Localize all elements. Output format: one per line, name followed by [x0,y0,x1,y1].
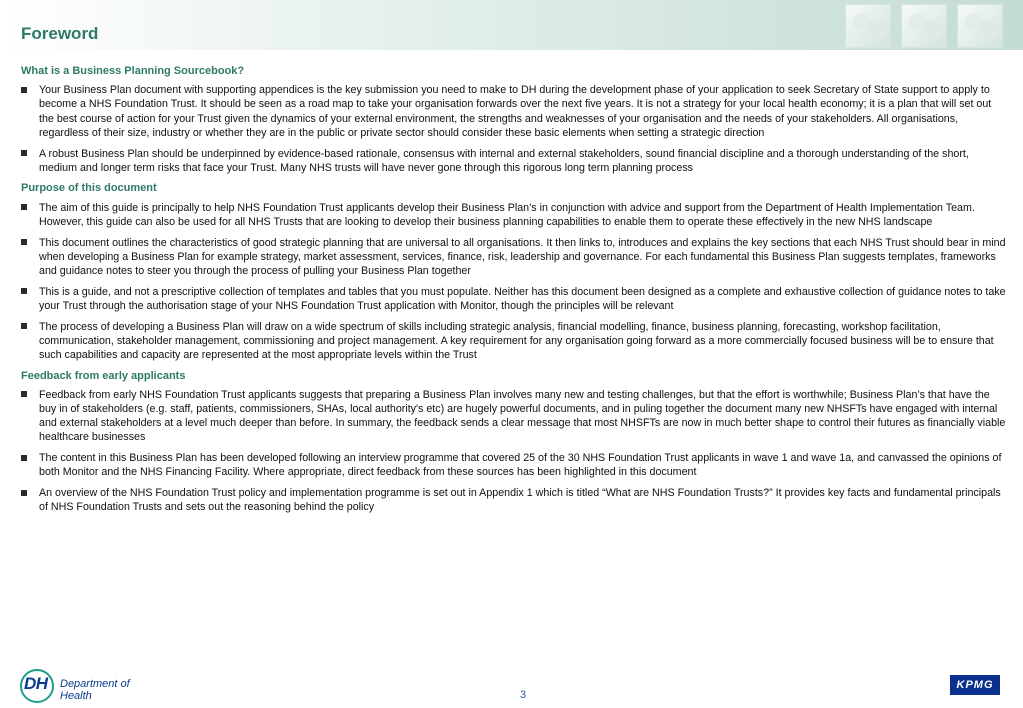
page-title: Foreword [21,24,99,43]
list-item [21,285,1006,313]
square-bullet-icon [21,323,27,329]
section-heading: What is a Business Planning Sourcebook? [21,65,245,77]
list-item [21,83,1006,140]
section-heading: Feedback from early applicants [21,369,186,382]
bullet-text: The aim of this guide is principally to help NHS Foundation Trust applicants develop their Business Plan’s in conjunction with advice and support from the Department of Health Implementation Team. However, this guide can also be used for all NHS Trusts that are looking to develop their business planning capabilities to enable them to operate these effectively in the new NHS landscape [39,201,975,228]
list-item [21,486,1006,514]
bullet-text: This document outlines the characteristics of good strategic planning that are universal to all organisations. It then links to, introduces and explains the key sections that each NHS Trust should bear in mind when developing a Business Plan for example strategy, market assessment, services, finance, risk, leadership and governance. For each fundamental this Business Plan suggests templates, frameworks and guidance notes to steer you through the process of pulling your Business Plan together [39,236,1006,277]
header-photo-icon [845,4,891,48]
bullet-list [21,83,1006,175]
header-photo-icon [957,4,1003,48]
section-heading: Purpose of this document [21,182,157,195]
dh-logo-name: Department of Health [60,678,130,702]
bullet-text: The process of developing a Business Plan will draw on a wide spectrum of skills including strategic analysis, financial modelling, finance, business planning, forecasting, workshop facilitation, communication, stakeholder management, commissioning and project management. A key requirement for any organisation going forward as a more commercially focused business will be to ensure that such capabilities and capacity are represented at the most appropriate levels within the Trust [39,320,994,361]
bullet-text: The content in this Business Plan has been developed following an interview programme that covered 25 of the 30 NHS Foundation Trust applicants in wave 1 and wave 1a, and canvassed the opinions of both Monitor and the NHS Financing Facility. Where appropriate, direct feedback from these sources has been highlighted in this document [39,452,1002,479]
bullet-text: Your Business Plan document with supporting appendices is the key submission you need to make to DH during the development phase of your application to seek Secretary of State support to apply to become a NHS Foundation Trust. It should be seen as a road map to take your organisation forwards over the next five years. It is not a strategy for your local health economy; it is a plan that will set out the best course of action for your Trust given the dynamics of your external environment, the strengths and weaknesses of your organisation and the needs of your stakeholders. All organisations, regardless of their size, industry or whether they are in the public or private sector should consider these basic elements when setting a strategic direction [39,84,992,139]
kpmg-logo: KPMG [950,675,1000,695]
header-photos [845,4,1003,48]
square-bullet-icon [21,87,27,93]
list-item [21,388,1006,445]
square-bullet-icon [21,150,27,156]
square-bullet-icon [21,455,27,461]
bullet-list [21,388,1006,515]
list-item [21,147,1006,175]
dh-logo-abbrev: DH [24,674,48,693]
bullet-text: An overview of the NHS Foundation Trust policy and implementation programme is set out in Appendix 1 which is titled “What are NHS Foundation Trusts?” It provides key facts and fundamental principals of NHS Foundation Trusts and sets out the reasoning behind the policy [39,487,1001,514]
list-item [21,320,1006,363]
document-body [21,62,1006,521]
bullet-text: Feedback from early NHS Foundation Trust applicants suggests that preparing a Business Plan involves many new and testing challenges, but that the effort is worthwhile; Business Plan’s that have the buy in of stakeholders (e.g. staff, patients, commissioners, SHAs, local authority's etc) are hugely powerful documents, and in puling together the document many new NHSFTs have engaged with internal and external stakeholders at a level much deeper than before. In summary, the feedback sends a clear message that most NHSFTs are now in much better shape to control their futures as financially viable healthcare businesses [39,388,1006,444]
bullet-text: This is a guide, and not a prescriptive collection of templates and tables that you must populate. Neither has this document been designed as a complete and exhaustive collection of guidance notes to take your Trust through the authorisation stage of your NHS Foundation Trust application with Monitor, though the principles will be relevant [39,285,1006,312]
square-bullet-icon [21,391,27,397]
page-number: 3 [520,689,527,701]
header-band [0,0,1023,50]
header-photo-icon [901,4,947,48]
bullet-list [21,201,1006,363]
square-bullet-icon [21,204,27,210]
list-item [21,201,1006,229]
list-item [21,451,1006,479]
bullet-text: A robust Business Plan should be underpinned by evidence-based rationale, consensus with internal and external stakeholders, sound financial discipline and a thorough understanding of the short, medium and longer term risks that face your Trust. Many NHS trusts will have never gone through this rigorous long term planning process [39,147,969,174]
square-bullet-icon [21,490,27,496]
square-bullet-icon [21,239,27,245]
list-item [21,236,1006,279]
department-of-health-logo [20,669,130,705]
square-bullet-icon [21,288,27,294]
